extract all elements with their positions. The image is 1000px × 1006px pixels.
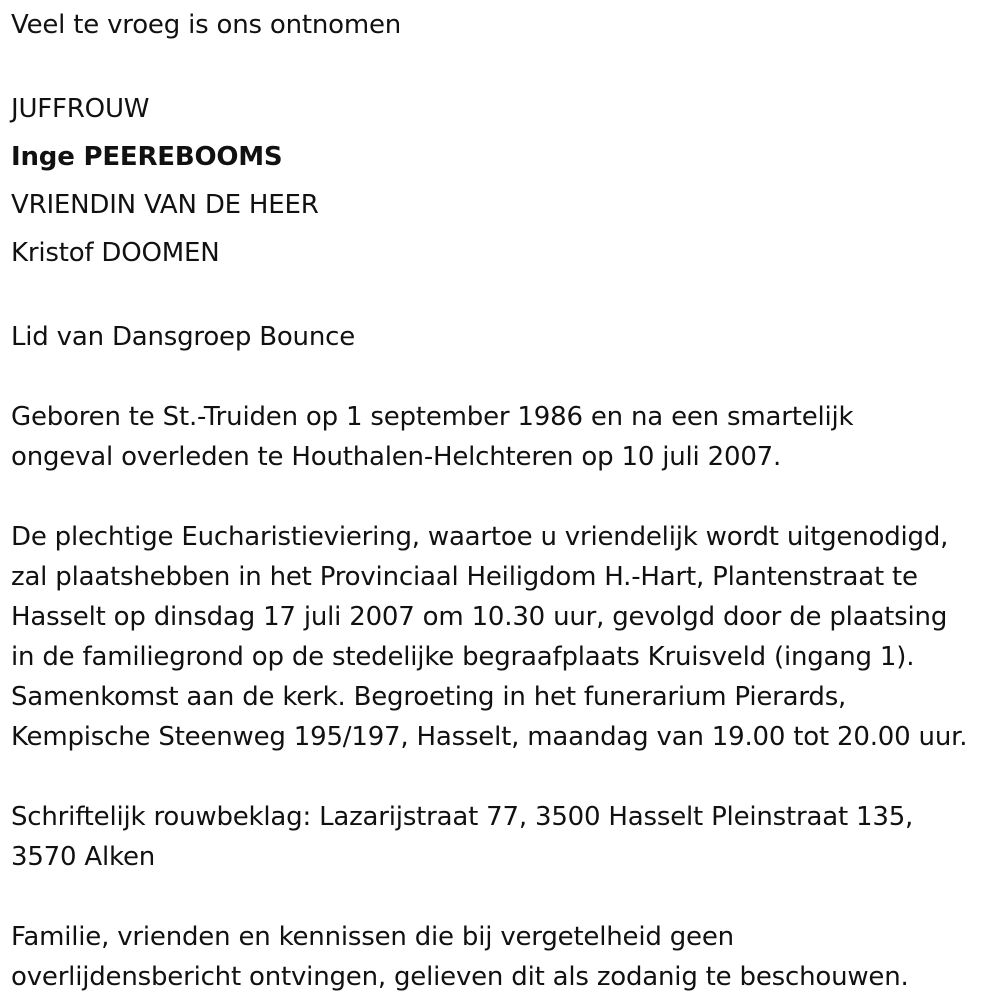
paragraph-line: Schriftelijk rouwbeklag: Lazarijstraat 77, 3500 Hasselt Pleinstraat 135,	[11, 802, 914, 832]
paragraph-line: Geboren te St.-Truiden op 1 september 1986 en na een smartelijk	[11, 402, 854, 432]
spacer	[11, 45, 996, 85]
notice-paragraph	[11, 917, 996, 997]
relation-name: Kristof DOOMEN	[11, 238, 220, 268]
person-title: JUFFROUW	[11, 94, 150, 124]
spacer	[11, 877, 996, 917]
paragraph-line: in de familiegrond op de stedelijke begraafplaats Kruisveld (ingang 1).	[11, 642, 915, 672]
paragraph-line: De plechtige Eucharistieviering, waartoe u vriendelijk wordt uitgenodigd,	[11, 522, 949, 552]
spacer	[11, 477, 996, 517]
paragraph-line: zal plaatshebben in het Provinciaal Heiligdom H.-Hart, Plantenstraat te	[11, 562, 918, 592]
condolences-paragraph	[11, 797, 996, 877]
person-name: Inge PEEREBOOMS	[11, 142, 283, 172]
intro-text: Veel te vroeg is ons ontnomen	[11, 10, 402, 40]
paragraph-line: Hasselt op dinsdag 17 juli 2007 om 10.30 uur, gevolgd door de plaatsing	[11, 602, 948, 632]
birth-death-paragraph	[11, 397, 996, 477]
spacer	[11, 357, 996, 397]
ceremony-paragraph	[11, 517, 996, 757]
paragraph-line: 3570 Alken	[11, 842, 156, 872]
paragraph-line: Familie, vrienden en kennissen die bij vergetelheid geen	[11, 922, 734, 952]
paragraph-line: ongeval overleden te Houthalen-Helchteren op 10 juli 2007.	[11, 442, 782, 472]
paragraph-line: Kempische Steenweg 195/197, Hasselt, maandag van 19.00 tot 20.00 uur.	[11, 722, 968, 752]
relation-title: VRIENDIN VAN DE HEER	[11, 190, 319, 220]
membership-text: Lid van Dansgroep Bounce	[11, 322, 356, 352]
obituary-notice	[11, 0, 996, 997]
paragraph-line: Samenkomst aan de kerk. Begroeting in het funerarium Pierards,	[11, 682, 847, 712]
spacer	[11, 277, 996, 317]
paragraph-line: overlijdensbericht ontvingen, gelieven dit als zodanig te beschouwen.	[11, 962, 909, 992]
spacer	[11, 757, 996, 797]
